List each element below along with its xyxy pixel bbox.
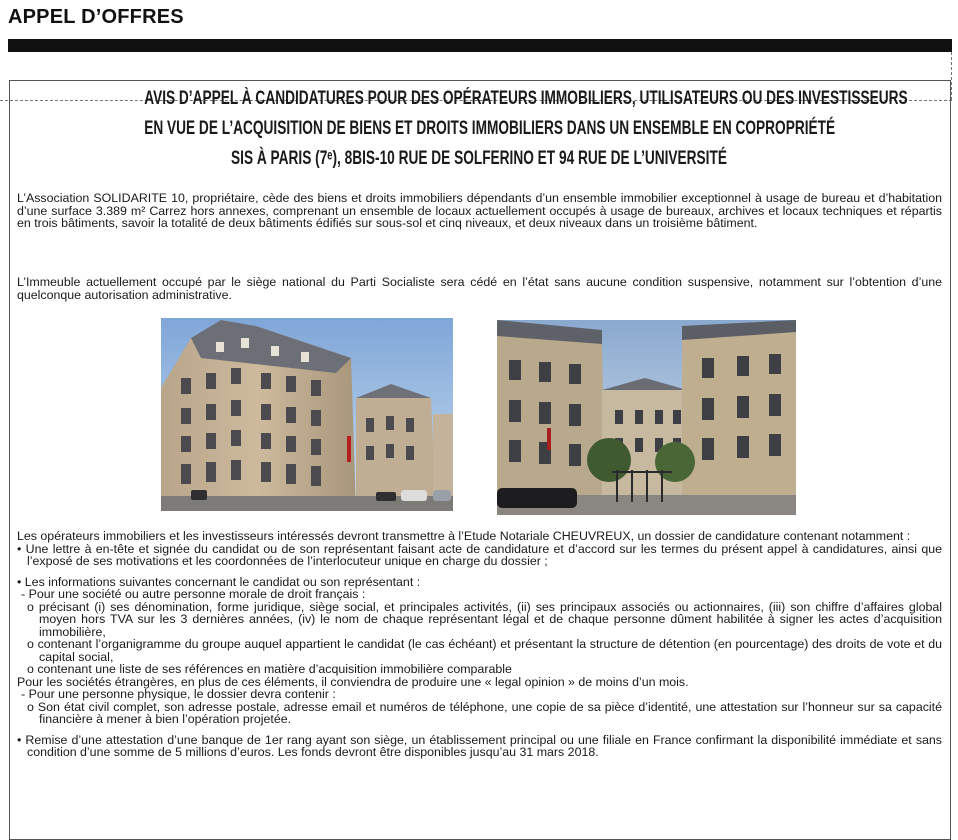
candidacy-requirements [17, 530, 942, 759]
intro-paragraph-2: L’Immeuble actuellement occupé par le siège national du Parti Socialiste sera cédé en l’état sans aucune condition suspensive, notamment sur l’obtention d’une quelconque autorisation administrative. [17, 275, 942, 302]
building-photo-corner [161, 318, 453, 511]
legal-entity-item-c: o contenant une liste de ses références en matière d’acquisition immobilière comparable [27, 662, 512, 676]
section-rule [8, 39, 952, 52]
legal-entity-heading: - Pour une société ou autre personne morale de droit français : [21, 587, 366, 601]
cut-line-vertical [951, 52, 952, 100]
headline-line-3: SIS À PARIS (7ᵉ), 8BIS-10 RUE DE SOLFERINO ET 94 RUE DE L’UNIVERSITÉ [231, 148, 727, 169]
requirement-info-heading: • Les informations suivantes concernant le candidat ou son représentant : [17, 574, 421, 589]
section-label: APPEL D’OFFRES [8, 6, 184, 28]
natural-person-heading: - Pour une personne physique, le dossier devra contenir : [21, 687, 336, 701]
legal-entity-item-a: o précisant (i) ses dénomination, forme juridique, siège social, et principales activités, (ii) ses principaux associés ou actionnaires, (iii) son chiffre d’affaires global moyen hors TVA sur les 3 dernières années, (iv) le nom de chaque représentant légal et de chaque personne dûment habilitée à signer les actes d’acquisition immobilière, [27, 599, 942, 639]
legal-entity-item-b: o contenant l’organigramme du groupe auquel appartient le candidat (le cas échéant) et présentant la structure de détention (en pourcentage) des droits de vote et du capital social, [27, 637, 942, 664]
requirements-lead: Les opérateurs immobiliers et les investisseurs intéressés devront transmettre à l’Etude Notariale CHEUVREUX, un dossier de candidature contenant notamment : [17, 529, 911, 543]
requirement-letter: • Une lettre à en-tête et signée du candidat ou de son représentant faisant acte de candidature et d’accord sur les termes du présent appel à candidatures, ainsi que l’exposé de ses motivations et les coordonnées de l’interlocuteur unique en charge du dossier ; [17, 541, 942, 568]
requirement-bank-attestation: • Remise d’une attestation d’une banque de 1er rang ayant son siège, un établissement principal ou une filiale en France confirmant la disponibilité immédiate et sans condition d’une somme de 5 millions d’euros. Les fonds devront être disponibles jusqu’au 31 mars 2018. [17, 732, 942, 759]
intro-paragraph-1: L’Association SOLIDARITE 10, propriétaire, cède des biens et droits immobiliers dépendants d’un ensemble immobilier exceptionnel à usage de bureau et d’habitation d’une surface 3.389 m² Carrez hors annexes, comprenant un ensemble de locaux actuellement occupés à usage de bureaux, archives et locaux techniques et répartis en trois bâtiments, savoir la totalité de deux bâtiments édifiés sur sous-sol et cinq niveaux, et deux niveaux dans un troisième bâtiment. [17, 191, 942, 230]
natural-person-item-a: o Son état civil complet, son adresse postale, adresse email et numéros de téléphone, une copie de sa pièce d’identité, une attestation sur l’honneur sur sa capacité financière à mener à bien l’opération projetée. [27, 699, 942, 726]
foreign-companies-note: Pour les sociétés étrangères, en plus de ces éléments, il conviendra de produire une « legal opinion » de moins d’un mois. [17, 674, 689, 689]
notice-headline [144, 84, 908, 174]
headline-line-1: AVIS D’APPEL À CANDIDATURES POUR DES OPÉRATEURS IMMOBILIERS, UTILISATEURS OU DES INVESTISSEURS [144, 88, 908, 109]
headline-line-2: EN VUE DE L’ACQUISITION DE BIENS ET DROITS IMMOBILIERS DANS UN ENSEMBLE EN COPROPRIÉTÉ [144, 118, 836, 139]
building-photo-courtyard [497, 320, 796, 515]
